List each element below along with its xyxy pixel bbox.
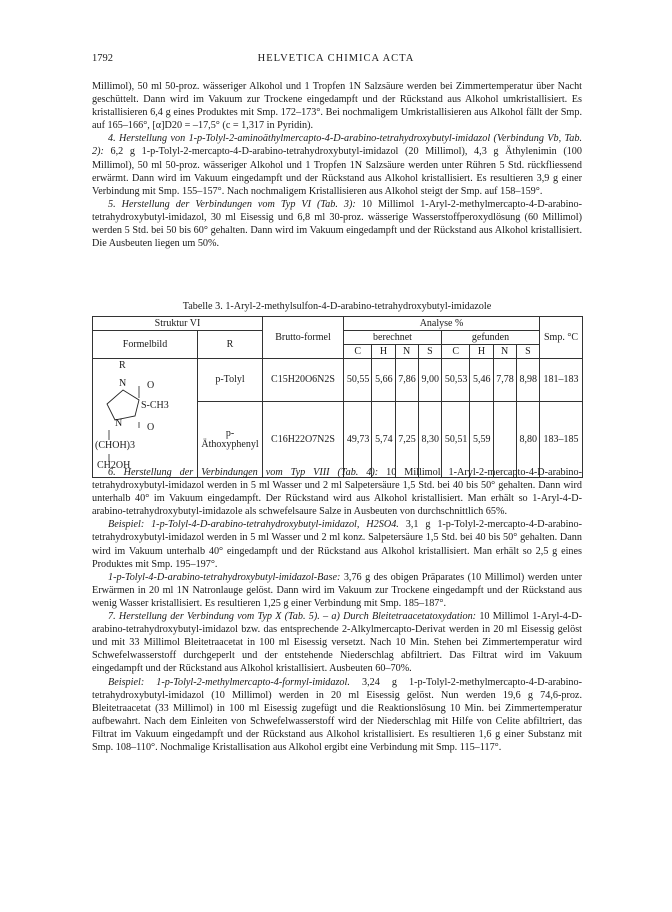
header-h: H xyxy=(372,345,395,359)
header-c: C xyxy=(441,345,469,359)
structure-ch2oh-label: CH2OH xyxy=(97,460,131,471)
cell-formula: C15H20O6N2S xyxy=(263,359,344,402)
cell-smp: 183–185 xyxy=(540,401,583,477)
cell-gef-h: 5,59 xyxy=(470,401,493,477)
paragraph-4-heading: 4. Herstellung von 1-p-Tolyl-2-aminoäthylmercapto-4-D-arabino-tetrahydroxybutyl-imidazol (Verbindung Vb, Tab. 2): xyxy=(92,133,582,158)
cell-r: p-Äthoxyphenyl xyxy=(198,401,263,477)
cell-smp: 181–183 xyxy=(540,359,583,402)
base-paragraph xyxy=(92,571,582,610)
paragraph-5-heading: 5. Herstellung der Verbindungen vom Typ VI (Tab. 3): xyxy=(108,198,356,210)
cell-gef-c: 50,53 xyxy=(441,359,469,402)
header-s: S xyxy=(516,345,539,359)
text-block-top xyxy=(92,80,582,250)
cell-ber-s: 9,00 xyxy=(418,359,441,402)
paragraph-7 xyxy=(92,610,582,675)
cell-formula: C16H22O7N2S xyxy=(263,401,344,477)
example-1 xyxy=(92,518,582,570)
header-struktur: Struktur VI xyxy=(93,317,263,331)
header-bruttoformel: Brutto-formel xyxy=(263,317,344,359)
structure-choh-label: (CHOH)3 xyxy=(95,440,135,451)
example-2-body: 3,24 g 1-p-Tolyl-2-methylmercapto-4-D-arabino-tetrahydroxybutyl-imidazol (10 Millimol) werden in 20 ml Eisessig gelöst. Nun werden 19,6 g 74,6-proz. Bleitetraacetat (33 Millimol) in 100 ml Eisessig zugefügt und die Reaktionslösung 10 Min. bei Zimmertemperatur aufbewahrt. Nach dem Einleiten von Schwefelwasserstoff wird der Niederschlag mit Hilfe von Celite abfiltriert, das Filtrat im Vakuum eingedampft und der Rückstand aus Alkohol kristallisiert. Es resultieren 1,6 g einer Substanz mit Smp. 108–110°. Nochmalige Kristallisation aus Alkohol ergibt eine Verbindung mit Smp. 115–117°. xyxy=(92,676,582,753)
structure-r-label: R xyxy=(119,360,126,371)
header-h: H xyxy=(470,345,493,359)
structure-formula-cell xyxy=(93,359,198,478)
journal-title: HELVETICA CHIMICA ACTA xyxy=(257,53,415,64)
header-berechnet: berechnet xyxy=(344,331,442,345)
paragraph-6 xyxy=(92,466,582,518)
header-n: N xyxy=(493,345,516,359)
paragraph-continuation: Millimol), 50 ml 50-proz. wässeriger Alkohol und 1 Tropfen 1N Salzsäure werden bei Zimmertemperatur über Nacht geschüttelt. Dann wird im Vakuum zur Trockene eingedampft und der Rückstand aus Alkohol umkristallisiert. Es kristallisieren 6,4 g eines Produktes mit Smp. 172–173°. Bei nochmaligem Umkristallisieren aus Alkohol fällt der Smp. auf 165–166°, [α]D20 = –17,5° (c = 1,317 in Pyridin). xyxy=(92,81,582,132)
structure-o2-label: O xyxy=(147,422,155,433)
header-analyse: Analyse % xyxy=(344,317,540,331)
header-formelbild: Formelbild xyxy=(93,331,198,359)
cell-ber-s: 8,30 xyxy=(418,401,441,477)
example-1-heading: Beispiel: 1-p-Tolyl-4-D-arabino-tetrahydroxybutyl-imidazol, H2SO4. xyxy=(108,519,399,531)
paragraph-4-body: 6,2 g 1-p-Tolyl-2-mercapto-4-D-arabino-tetrahydroxybutyl-imidazol (20 Millimol), 4,3 g Äthylenimin (100 Millimol), 50 ml 50-proz. wässeriger Alkohol und 1 Tropfen 1N Salzsäure werden unter Rühren 5 Std. rückfliessend erwärmt. Dann wird im Vakuum eingedampft und der Rückstand aus Alkohol kristallisiert. Es resultieren 3,9 g einer Verbindung mit Smp. 155–157°. Nach nochmaligem Kristallisieren aus Alkohol steigt der Smp. auf 158–159°. xyxy=(92,146,582,197)
example-2 xyxy=(92,676,582,755)
table-3 xyxy=(92,316,583,478)
imidazole-ring-drawing xyxy=(95,360,191,476)
paragraph-6-body: 10 Millimol 1-Aryl-2-mercapto-4-D-arabino-tetrahydroxybutyl-imidazol werden in 5 ml Wasser und 2 ml Salpetersäure 1,5 Std. bei 40 bis 50° gehalten. Dann wird unterhalb 40° im Vakuum eingedampft. Der Rückstand wird aus Alkohol kristallisiert. Man erhält so 1-Aryl-4-D-arabino-tetrahydroxybutyl-imidazole als schwefelsaure Salze in Ausbeuten von durchschnittlich 65%. xyxy=(92,467,582,518)
example-1-body: 3,1 g 1-p-Tolyl-2-mercapto-4-D-arabino-tetrahydroxybutyl-imidazol werden in 5 ml Wasser und 2 ml konz. Salpetersäure 1,5 Std. bei 40 bis 50° gehalten. Dann wird im Vakuum unterhalb 40° eingedampft und der Rückstand aus Alkohol kristallisiert. Man erhält so 2,5 g eines Produktes mit Smp. 195–197°. xyxy=(92,519,583,570)
base-heading: 1-p-Tolyl-4-D-arabino-tetrahydroxybutyl-imidazol-Base: xyxy=(108,571,341,583)
table-row xyxy=(93,359,583,402)
header-smp: Smp. °C xyxy=(540,317,583,359)
cell-gef-h: 5,46 xyxy=(470,359,493,402)
header-n: N xyxy=(395,345,418,359)
text-block-bottom xyxy=(92,466,582,754)
cell-r: p-Tolyl xyxy=(198,359,263,402)
paragraph-4 xyxy=(92,132,582,197)
cell-ber-c: 49,73 xyxy=(344,401,372,477)
paragraph-5 xyxy=(92,198,582,250)
example-2-heading: Beispiel: 1-p-Tolyl-2-methylmercapto-4-formyl-imidazol. xyxy=(108,676,350,688)
paragraph-6-heading: 6. Herstellung der Verbindungen vom Typ VIII (Tab. 4): xyxy=(108,467,379,478)
cell-ber-n: 7,25 xyxy=(395,401,418,477)
cell-ber-h: 5,74 xyxy=(372,401,395,477)
structure-o1-label: O xyxy=(147,380,155,391)
cell-ber-n: 7,86 xyxy=(395,359,418,402)
cell-gef-n: 7,78 xyxy=(493,359,516,402)
cell-gef-s: 8,80 xyxy=(516,401,539,477)
structure-n1-label: N xyxy=(119,378,127,389)
cell-gef-c: 50,51 xyxy=(441,401,469,477)
table-header-row xyxy=(93,317,583,331)
base-body: 3,76 g des obigen Präparates (10 Millimol) werden unter Erwärmen in 20 ml 1N Natronlauge gelöst. Dann wird im Vakuum zur Trockene eingedampft und der Rückstand aus wenig Wasser kristallisiert. Es resultieren 1,25 g einer Verbindung mit Smp. 185–187°. xyxy=(92,571,582,609)
cell-ber-h: 5,66 xyxy=(372,359,395,402)
header-s: S xyxy=(418,345,441,359)
header-c: C xyxy=(344,345,372,359)
paragraph-5-body: 10 Millimol 1-Aryl-2-methylmercapto-4-D-arabino-tetrahydroxybutyl-imidazol, 30 ml Eisessig und 6,8 ml 30-proz. wässerige Wasserstoffperoxydlösung (60 Millimol) werden 5 Std. bei 50 bis 60° gehalten. Dann wird im Vakuum eingedampft und der Rückstand aus Alkohol kristallisiert. Die Ausbeuten liegen um 50%. xyxy=(92,198,583,250)
header-r: R xyxy=(198,331,263,359)
paragraph-7-body: 10 Millimol 1-Aryl-4-D-arabino-tetrahydroxybutyl-imidazol bzw. das entsprechende 2-Alkylmercapto-Derivat werden in 20 ml Eisessig gelöst und mit 33 Millimol Bleitetraacetat in 100 ml Eisessig versetzt. Nach 10 Min. Stehen bei Zimmertemperatur wird Schwefelwasserstoff durchgeperlt und der entstehende Niederschlag abfiltriert. Das Filtrat wird im Vakuum eingedampft und der Rückstand aus Alkohol kristallisiert. Ausbeuten 60–70%. xyxy=(92,611,582,675)
structure-formula xyxy=(95,360,191,476)
paragraph-7-heading: 7. Herstellung der Verbindung vom Typ X (Tab. 5). – a) Durch Bleitetraacetatoxydation: xyxy=(108,611,477,623)
cell-ber-c: 50,55 xyxy=(344,359,372,402)
cell-gef-s: 8,98 xyxy=(516,359,539,402)
structure-n2-label: N xyxy=(115,418,123,429)
structure-sch3-label: S-CH3 xyxy=(141,400,169,411)
header-gefunden: gefunden xyxy=(441,331,539,345)
page-number: 1792 xyxy=(92,53,113,64)
table-caption: Tabelle 3. 1-Aryl-2-methylsulfon-4-D-arabino-tetrahydroxybutyl-imidazole xyxy=(182,301,492,312)
